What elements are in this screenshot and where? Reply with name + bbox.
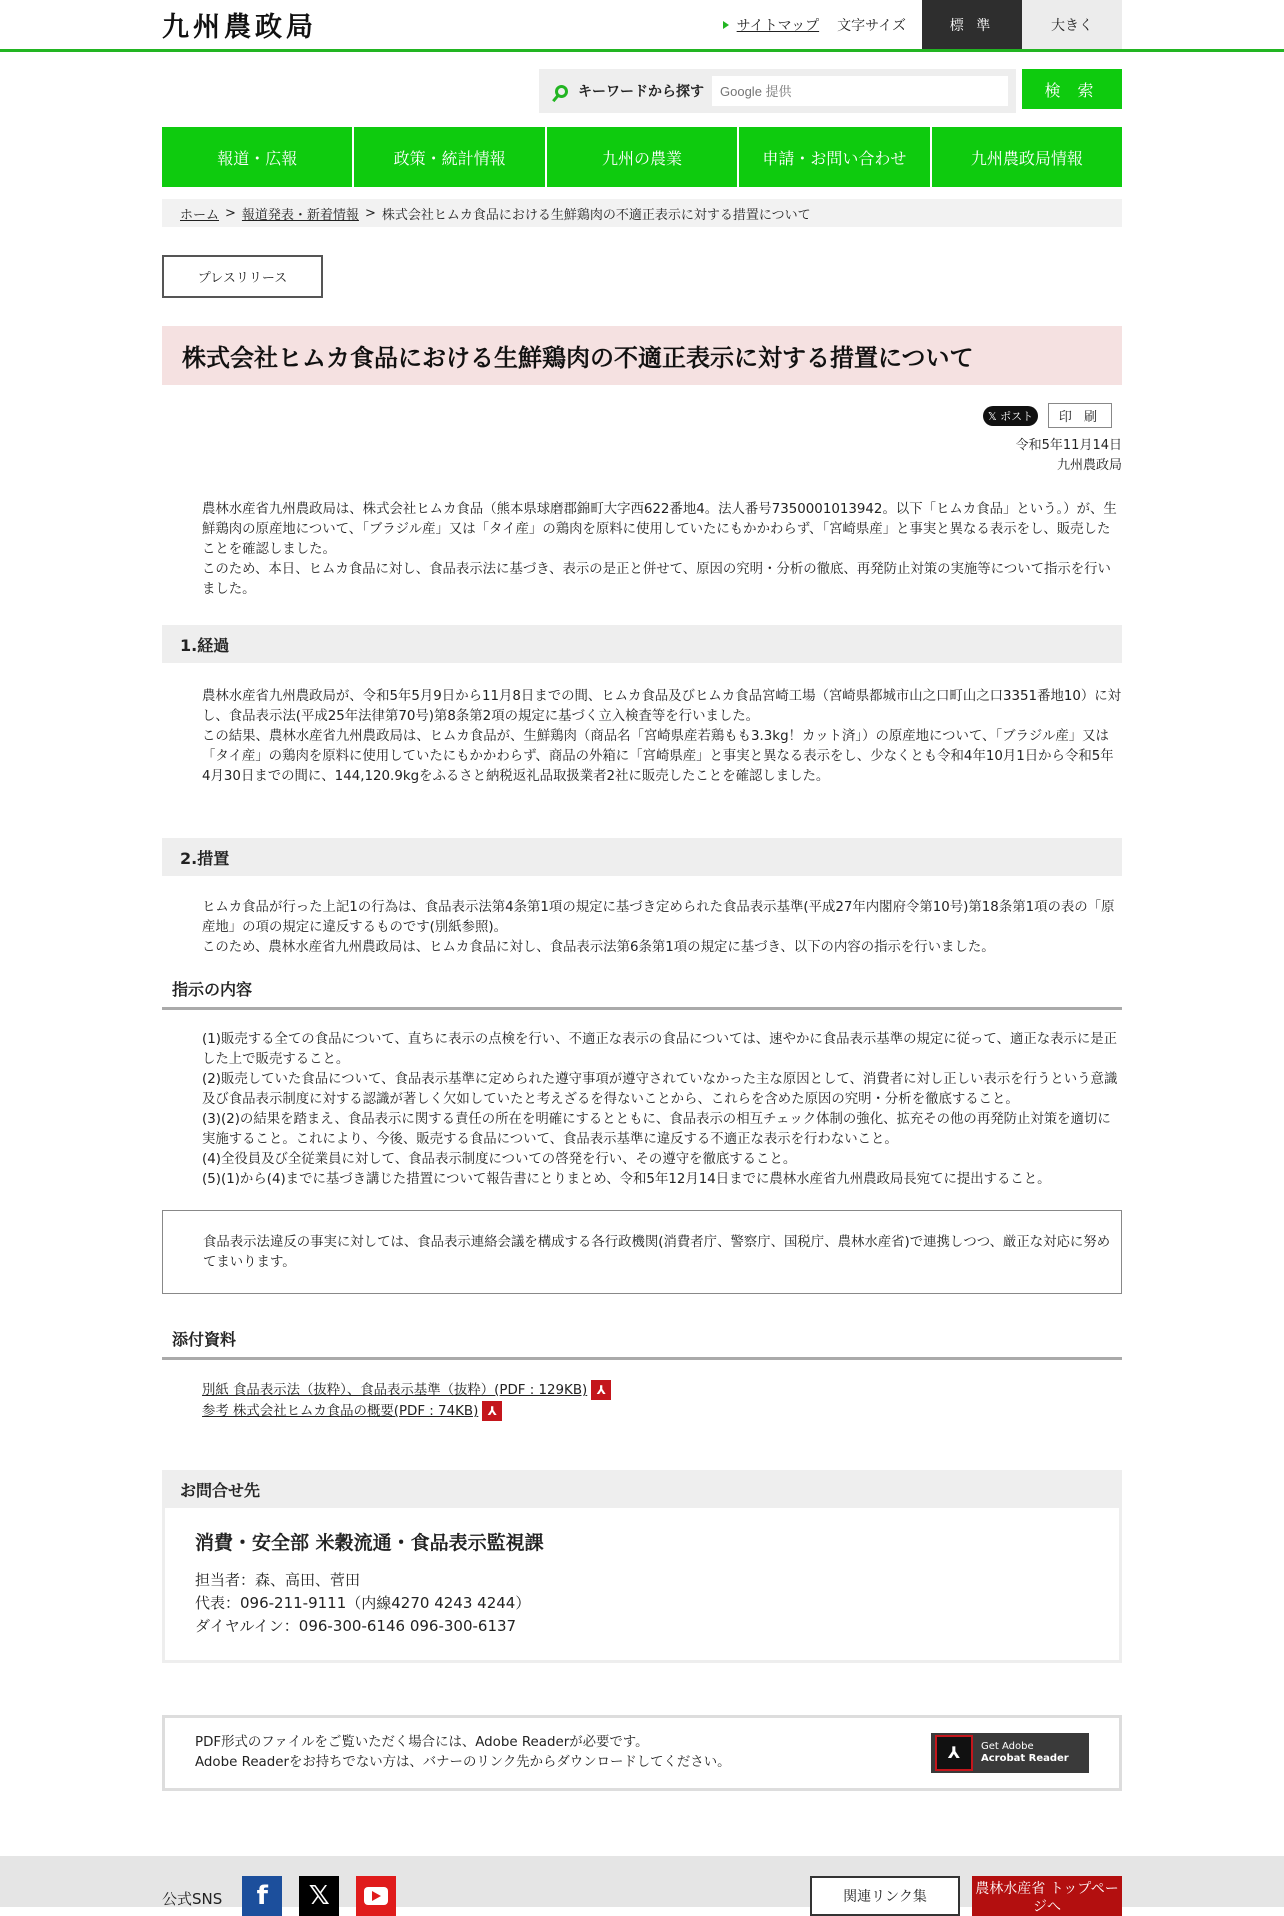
maff-top-button[interactable]: 農林水産省 トップページへ <box>972 1876 1122 1916</box>
contact-dial-in: ダイヤルイン：096-300-6146 096-300-6137 <box>195 1617 517 1635</box>
attachments-heading: 添付資料 <box>162 1320 1122 1360</box>
pdf-notice-text <box>195 1733 731 1773</box>
notice-box: 食品表示法違反の事実に対しては、食品表示連絡会議を構成する各行政機関(消費者庁、警察庁、国税庁、農林水産省)で連携しつつ、厳正な対応に努めてまいります。 <box>162 1210 1122 1294</box>
section-progress-text <box>162 687 1122 787</box>
attachment-link-overview[interactable]: 参考 株式会社ヒムカ食品の概要(PDF : 74KB) <box>202 1404 479 1419</box>
press-release-tag: プレスリリース <box>162 255 323 298</box>
breadcrumb-news[interactable]: 報道発表・新着情報 <box>241 207 359 223</box>
font-size-label: 文字サイズ <box>837 17 906 34</box>
global-nav <box>162 127 1122 187</box>
gnav-item-press[interactable]: 報道・広報 <box>162 127 354 187</box>
contact-box <box>162 1508 1122 1663</box>
attachment-item <box>202 1401 1122 1422</box>
contact-department: 消費・安全部 米穀流通・食品表示監視課 <box>195 1532 544 1554</box>
pdf-notice-line: Adobe Readerをお持ちでない方は、バナーのリンク先からダウンロードしてください。 <box>195 1755 731 1770</box>
gnav-item-bureau-info[interactable]: 九州農政局情報 <box>932 127 1122 187</box>
measures-paragraph: このため、農林水産省九州農政局は、ヒムカ食品に対し、食品表示法第6条第1項の規定に基づき、以下の内容の指示を行いました。 <box>202 940 995 955</box>
arrow-right-icon <box>723 21 729 29</box>
search-box <box>539 69 1016 113</box>
gnav-item-application[interactable]: 申請・お問い合わせ <box>739 127 931 187</box>
search-label: キーワードから探す <box>578 84 704 100</box>
search-icon <box>555 85 568 98</box>
intro-text <box>162 500 1122 600</box>
instruction-item: (4)全役員及び全従業員に対して、食品表示制度についての啓発を行い、その遵守を徹底すること。 <box>202 1152 797 1167</box>
footer-links <box>810 1876 1122 1916</box>
pdf-icon: ⅄ <box>482 1401 502 1421</box>
page-tools <box>162 403 1122 428</box>
site-header <box>0 0 1284 52</box>
attachment-link-appendix[interactable]: 別紙 食品表示法（抜粋）、食品表示基準（抜粋）(PDF : 129KB) <box>202 1383 588 1398</box>
contact-person: 担当者：森、高田、菅田 <box>195 1571 361 1589</box>
x-share-button[interactable]: 𝕏 ポスト <box>983 406 1038 426</box>
pdf-icon: ⅄ <box>591 1380 611 1400</box>
contact-heading: お問合せ先 <box>162 1470 1122 1508</box>
attachment-item <box>202 1380 1122 1401</box>
acrobat-reader-banner[interactable] <box>931 1733 1089 1773</box>
pdf-notice-line: PDF形式のファイルをご覧いただく場合には、Adobe Readerが必要です。 <box>195 1735 649 1750</box>
utility-bar <box>723 0 1122 49</box>
acrobat-icon: ⅄ <box>935 1735 973 1771</box>
measures-paragraph: ヒムカ食品が行った上記1の行為は、食品表示法第4条第1項の規定に基づき定められた食品表示基準(平成27年内閣府令第10号)第18条第1項の表の「原産地」の項の規定に違反するものです(別紙参照)。 <box>202 900 1115 935</box>
search-input[interactable] <box>712 76 1008 106</box>
acrobat-banner-line: Acrobat Reader <box>981 1753 1069 1764</box>
breadcrumb-separator: > <box>364 205 376 221</box>
site-logo[interactable]: 九州農政局 <box>162 12 317 43</box>
instruction-item: (5)(1)から(4)までに基づき講じた措置について報告書にとりまとめ、令和5年12月14日までに農林水産省九州農政局長宛てに提出すること。 <box>202 1172 1051 1187</box>
font-size-large-button[interactable]: 大きく <box>1022 0 1122 49</box>
youtube-icon[interactable] <box>356 1876 396 1916</box>
site-footer <box>0 1856 1284 1915</box>
section-measures-text <box>162 898 1122 958</box>
sitemap-link-wrap[interactable] <box>723 15 819 35</box>
progress-paragraph: この結果、農林水産省九州農政局は、ヒムカ食品が、生鮮鶏肉（商品名「宮崎県産若鶏もも3.3kg！カット済」）の原産地について、「ブラジル産」又は「タイ産」の鶏肉を原料に使用していたにもかかわらず、商品の外箱に「宮崎県産」と事実と異なる表示をし、少なくとも令和4年10月1日から令和5年4月30日までの間に、144,120.9kgをふるさと納税返礼品取扱業者2社に販売したことを確認しました。 <box>202 729 1114 784</box>
breadcrumb <box>162 199 1122 227</box>
breadcrumb-home[interactable]: ホーム <box>180 207 220 223</box>
intro-paragraph: このため、本日、ヒムカ食品に対し、食品表示法に基づき、表示の是正と併せて、原因の究明・分析の徹底、再発防止対策の実施等について指示を行いました。 <box>202 562 1111 597</box>
sitemap-link[interactable]: サイトマップ <box>736 17 820 34</box>
facebook-icon[interactable]: f <box>242 1876 282 1916</box>
instruction-item: (2)販売していた食品について、食品表示基準に定められた遵守事項が遵守されていなかった主な原因として、消費者に対し正しい表示を行うという意識及び食品表示制度に対する認識が著しく欠如していたと考えざるを得ないことから、これらを含めた原因の究明・分析を徹底すること。 <box>202 1072 1118 1107</box>
intro-paragraph: 農林水産省九州農政局は、株式会社ヒムカ食品（熊本県球磨郡錦町大字西622番地4。法人番号7350001013942。以下「ヒムカ食品」という。）が、生鮮鶏肉の原産地について、「ブラジル産」又は「タイ産」の鶏肉を原料に使用していたにもかかわらず、「宮崎県産」と事実と異なる表示をし、販売したことを確認しました。 <box>202 502 1117 557</box>
progress-paragraph: 農林水産省九州農政局が、令和5年5月9日から11月8日までの間、ヒムカ食品及びヒムカ食品宮崎工場（宮崎県都城市山之口町山之口3351番地10）に対し、食品表示法(平成25年法律第70号)第8条第2項の規定に基づく立入検査等を行いました。 <box>202 689 1122 724</box>
instruction-item: (1)販売する全ての食品について、直ちに表示の点検を行い、不適正な表示の食品については、速やかに食品表示基準の規定に従って、適正な表示に是正した上で販売すること。 <box>202 1032 1118 1067</box>
acrobat-banner-text <box>981 1741 1069 1765</box>
dateline <box>162 436 1122 476</box>
section-heading-progress: 1.経過 <box>162 625 1122 663</box>
search-row <box>162 69 1122 113</box>
contact-main-phone: 代表：096-211-9111（内線4270 4243 4244） <box>195 1594 531 1612</box>
breadcrumb-separator: > <box>225 205 236 221</box>
section-heading-measures: 2.措置 <box>162 838 1122 876</box>
instructions-list <box>162 1030 1122 1190</box>
publish-date: 令和5年11月14日 <box>1015 438 1122 453</box>
x-icon[interactable]: 𝕏 <box>299 1876 339 1916</box>
acrobat-banner-line: Get Adobe <box>981 1741 1034 1752</box>
print-button[interactable]: 印 刷 <box>1048 403 1112 428</box>
page-title: 株式会社ヒムカ食品における生鮮鶏肉の不適正表示に対する措置について <box>162 326 1122 385</box>
gnav-item-policy[interactable]: 政策・統計情報 <box>354 127 546 187</box>
breadcrumb-current: 株式会社ヒムカ食品における生鮮鶏肉の不適正表示に対する措置について <box>381 207 811 223</box>
search-label-wrap <box>555 81 704 101</box>
instructions-heading: 指示の内容 <box>162 970 1122 1010</box>
related-links-button[interactable]: 関連リンク集 <box>810 1876 960 1916</box>
pdf-reader-notice <box>162 1715 1122 1791</box>
instruction-item: (3)(2)の結果を踏まえ、食品表示に関する責任の所在を明確にするとともに、食品表示の相互チェック体制の強化、拡充その他の再発防止対策を適切に実施すること。これにより、今後、販売する食品について、食品表示基準に違反する不適正な表示を行わないこと。 <box>202 1112 1111 1147</box>
issuer: 九州農政局 <box>1056 458 1122 473</box>
search-button[interactable]: 検 索 <box>1022 69 1122 109</box>
font-size-standard-button[interactable]: 標 準 <box>922 0 1022 49</box>
sns-label: 公式SNS <box>162 1890 223 1908</box>
gnav-item-agriculture[interactable]: 九州の農業 <box>547 127 739 187</box>
attachments-list <box>162 1380 1122 1422</box>
